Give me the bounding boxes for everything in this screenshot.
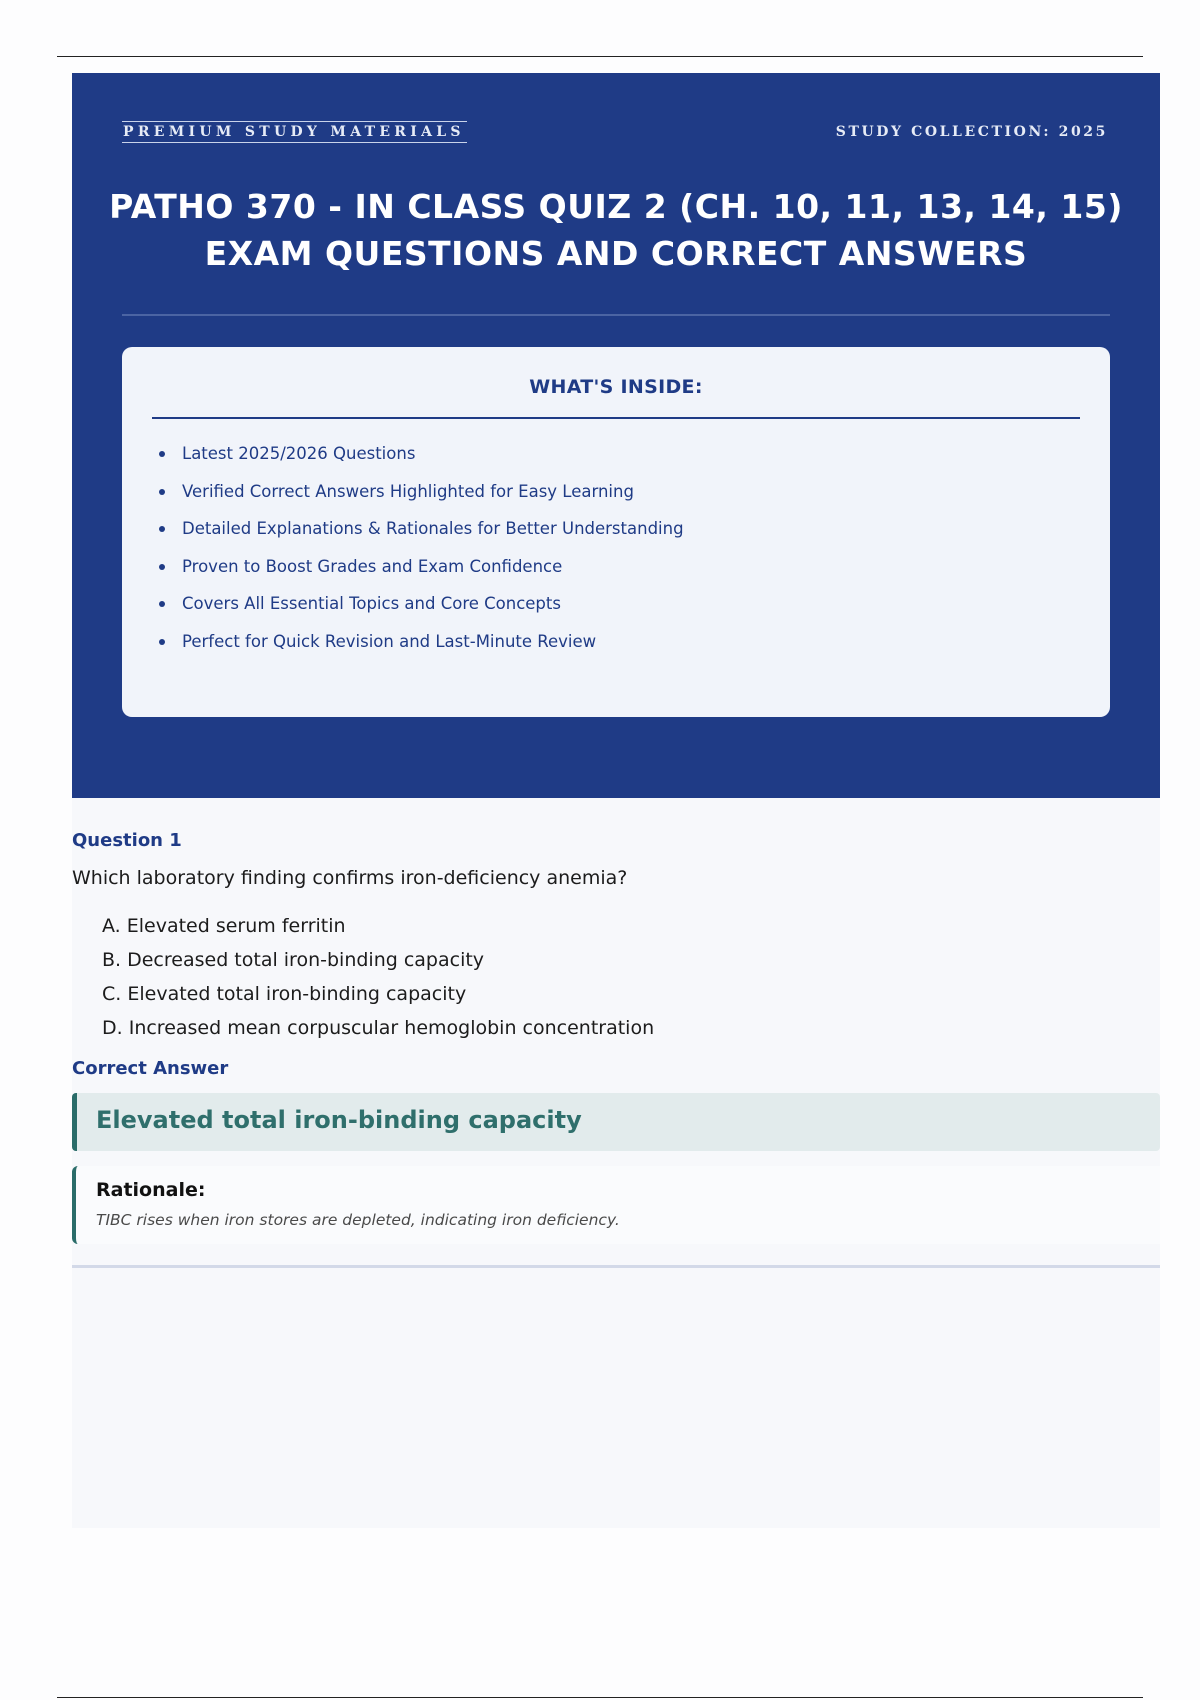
title-line-1: PATHO 370 - IN CLASS QUIZ 2 (CH. 10, 11, 13, 14, 15) xyxy=(109,187,1123,226)
rationale-title: Rationale: xyxy=(96,1179,206,1201)
option-b: B. Decreased total iron-binding capacity xyxy=(102,949,485,971)
correct-answer-label: Correct Answer xyxy=(72,1058,229,1079)
list-item: Proven to Boost Grades and Exam Confidence xyxy=(152,548,684,586)
correct-answer-box xyxy=(72,1093,1160,1151)
bullet-icon xyxy=(159,601,165,607)
banner-divider xyxy=(122,314,1110,316)
rationale-box xyxy=(72,1166,1160,1244)
bullet-icon xyxy=(159,451,165,457)
collection-label: STUDY COLLECTION: 2025 xyxy=(835,124,1108,140)
question-text: Which laboratory finding confirms iron-deficiency anemia? xyxy=(72,867,628,889)
option-c: C. Elevated total iron-binding capacity xyxy=(102,983,467,1005)
option-a: A. Elevated serum ferritin xyxy=(102,915,346,937)
title-line-2: EXAM QUESTIONS AND CORRECT ANSWERS xyxy=(204,234,1028,273)
question-section xyxy=(72,798,1160,1528)
list-item: Detailed Explanations & Rationales for Better Understanding xyxy=(152,510,684,548)
correct-answer-text: Elevated total iron-binding capacity xyxy=(96,1106,582,1134)
cover-banner xyxy=(72,73,1160,798)
whats-inside-card xyxy=(122,347,1110,717)
bullet-icon xyxy=(159,639,165,645)
whats-inside-heading: WHAT'S INSIDE: xyxy=(529,376,703,398)
list-item: Latest 2025/2026 Questions xyxy=(152,435,684,473)
option-d: D. Increased mean corpuscular hemoglobin concentration xyxy=(102,1017,655,1039)
list-item: Verified Correct Answers Highlighted for Easy Learning xyxy=(152,473,684,511)
bullet-icon xyxy=(159,564,165,570)
bottom-rule xyxy=(57,1697,1143,1698)
document-title xyxy=(102,183,1130,277)
premium-label: PREMIUM STUDY MATERIALS xyxy=(122,121,467,143)
top-rule xyxy=(57,56,1143,57)
bullet-icon xyxy=(159,526,165,532)
question-divider xyxy=(72,1265,1160,1268)
list-item: Perfect for Quick Revision and Last-Minute Review xyxy=(152,623,684,661)
whats-inside-underline xyxy=(152,417,1080,419)
list-item: Covers All Essential Topics and Core Concepts xyxy=(152,585,684,623)
question-number: Question 1 xyxy=(72,830,182,851)
bullet-icon xyxy=(159,489,165,495)
whats-inside-list xyxy=(152,435,684,660)
rationale-text: TIBC rises when iron stores are depleted, indicating iron deficiency. xyxy=(96,1211,620,1229)
answer-options xyxy=(102,909,654,1045)
